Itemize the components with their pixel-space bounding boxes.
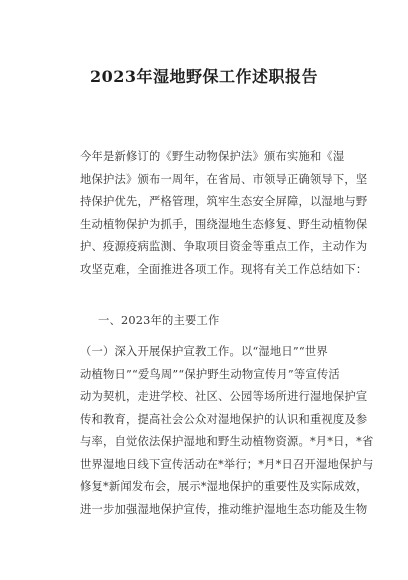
section1-paragraph <box>80 341 374 521</box>
paragraph-line: 生动植物保护为抓手，围绕湿地生态修复、野生动植物保 <box>80 217 368 231</box>
paragraph-line: 动植物日”“爱鸟周”“保护野生动物宣传月”等宣传活 <box>80 367 340 381</box>
intro-paragraph <box>80 146 368 281</box>
document-title: 2023年湿地野保工作述职报告 <box>89 67 319 86</box>
paragraph-line: （一）深入开展保护宣教工作。以“湿地日”“世界 <box>80 345 328 358</box>
paragraph-line: 世界湿地日线下宣传活动在*举行；*月*日召开湿地保护与 <box>80 457 374 471</box>
paragraph-line: 护、疫源疫病监测、争取项目资金等重点工作，主动作为 <box>80 240 368 253</box>
paragraph-line: 与率，自觉依法保护湿地和野生动植物资源。*月*日，*省 <box>80 435 374 448</box>
section-heading: 一、2023年的主要工作 <box>98 314 220 327</box>
paragraph-line: 持保护优先，严格管理，筑牢生态安全屏障，以湿地与野 <box>80 195 368 208</box>
paragraph-line: 进一步加强湿地保护宣传，推动维护湿地生态功能及生物 <box>80 502 368 516</box>
paragraph-line: 修复*新闻发布会，展示*湿地保护的重要性及实际成效， <box>80 480 368 493</box>
paragraph-line: 攻坚克难，全面推进各项工作。现将有关工作总结如下： <box>80 262 368 276</box>
paragraph-line: 今年是新修订的《野生动物保护法》颁布实施和《湿 <box>80 150 345 163</box>
paragraph-line: 动为契机，走进学校、社区、公园等场所进行湿地保护宣 <box>80 390 368 403</box>
paragraph-line: 传和教育，提高社会公众对湿地保护的认识和重视度及参 <box>80 412 368 426</box>
paragraph-line: 地保护法》颁布一周年，在省局、市领导正确领导下，坚 <box>80 172 368 186</box>
